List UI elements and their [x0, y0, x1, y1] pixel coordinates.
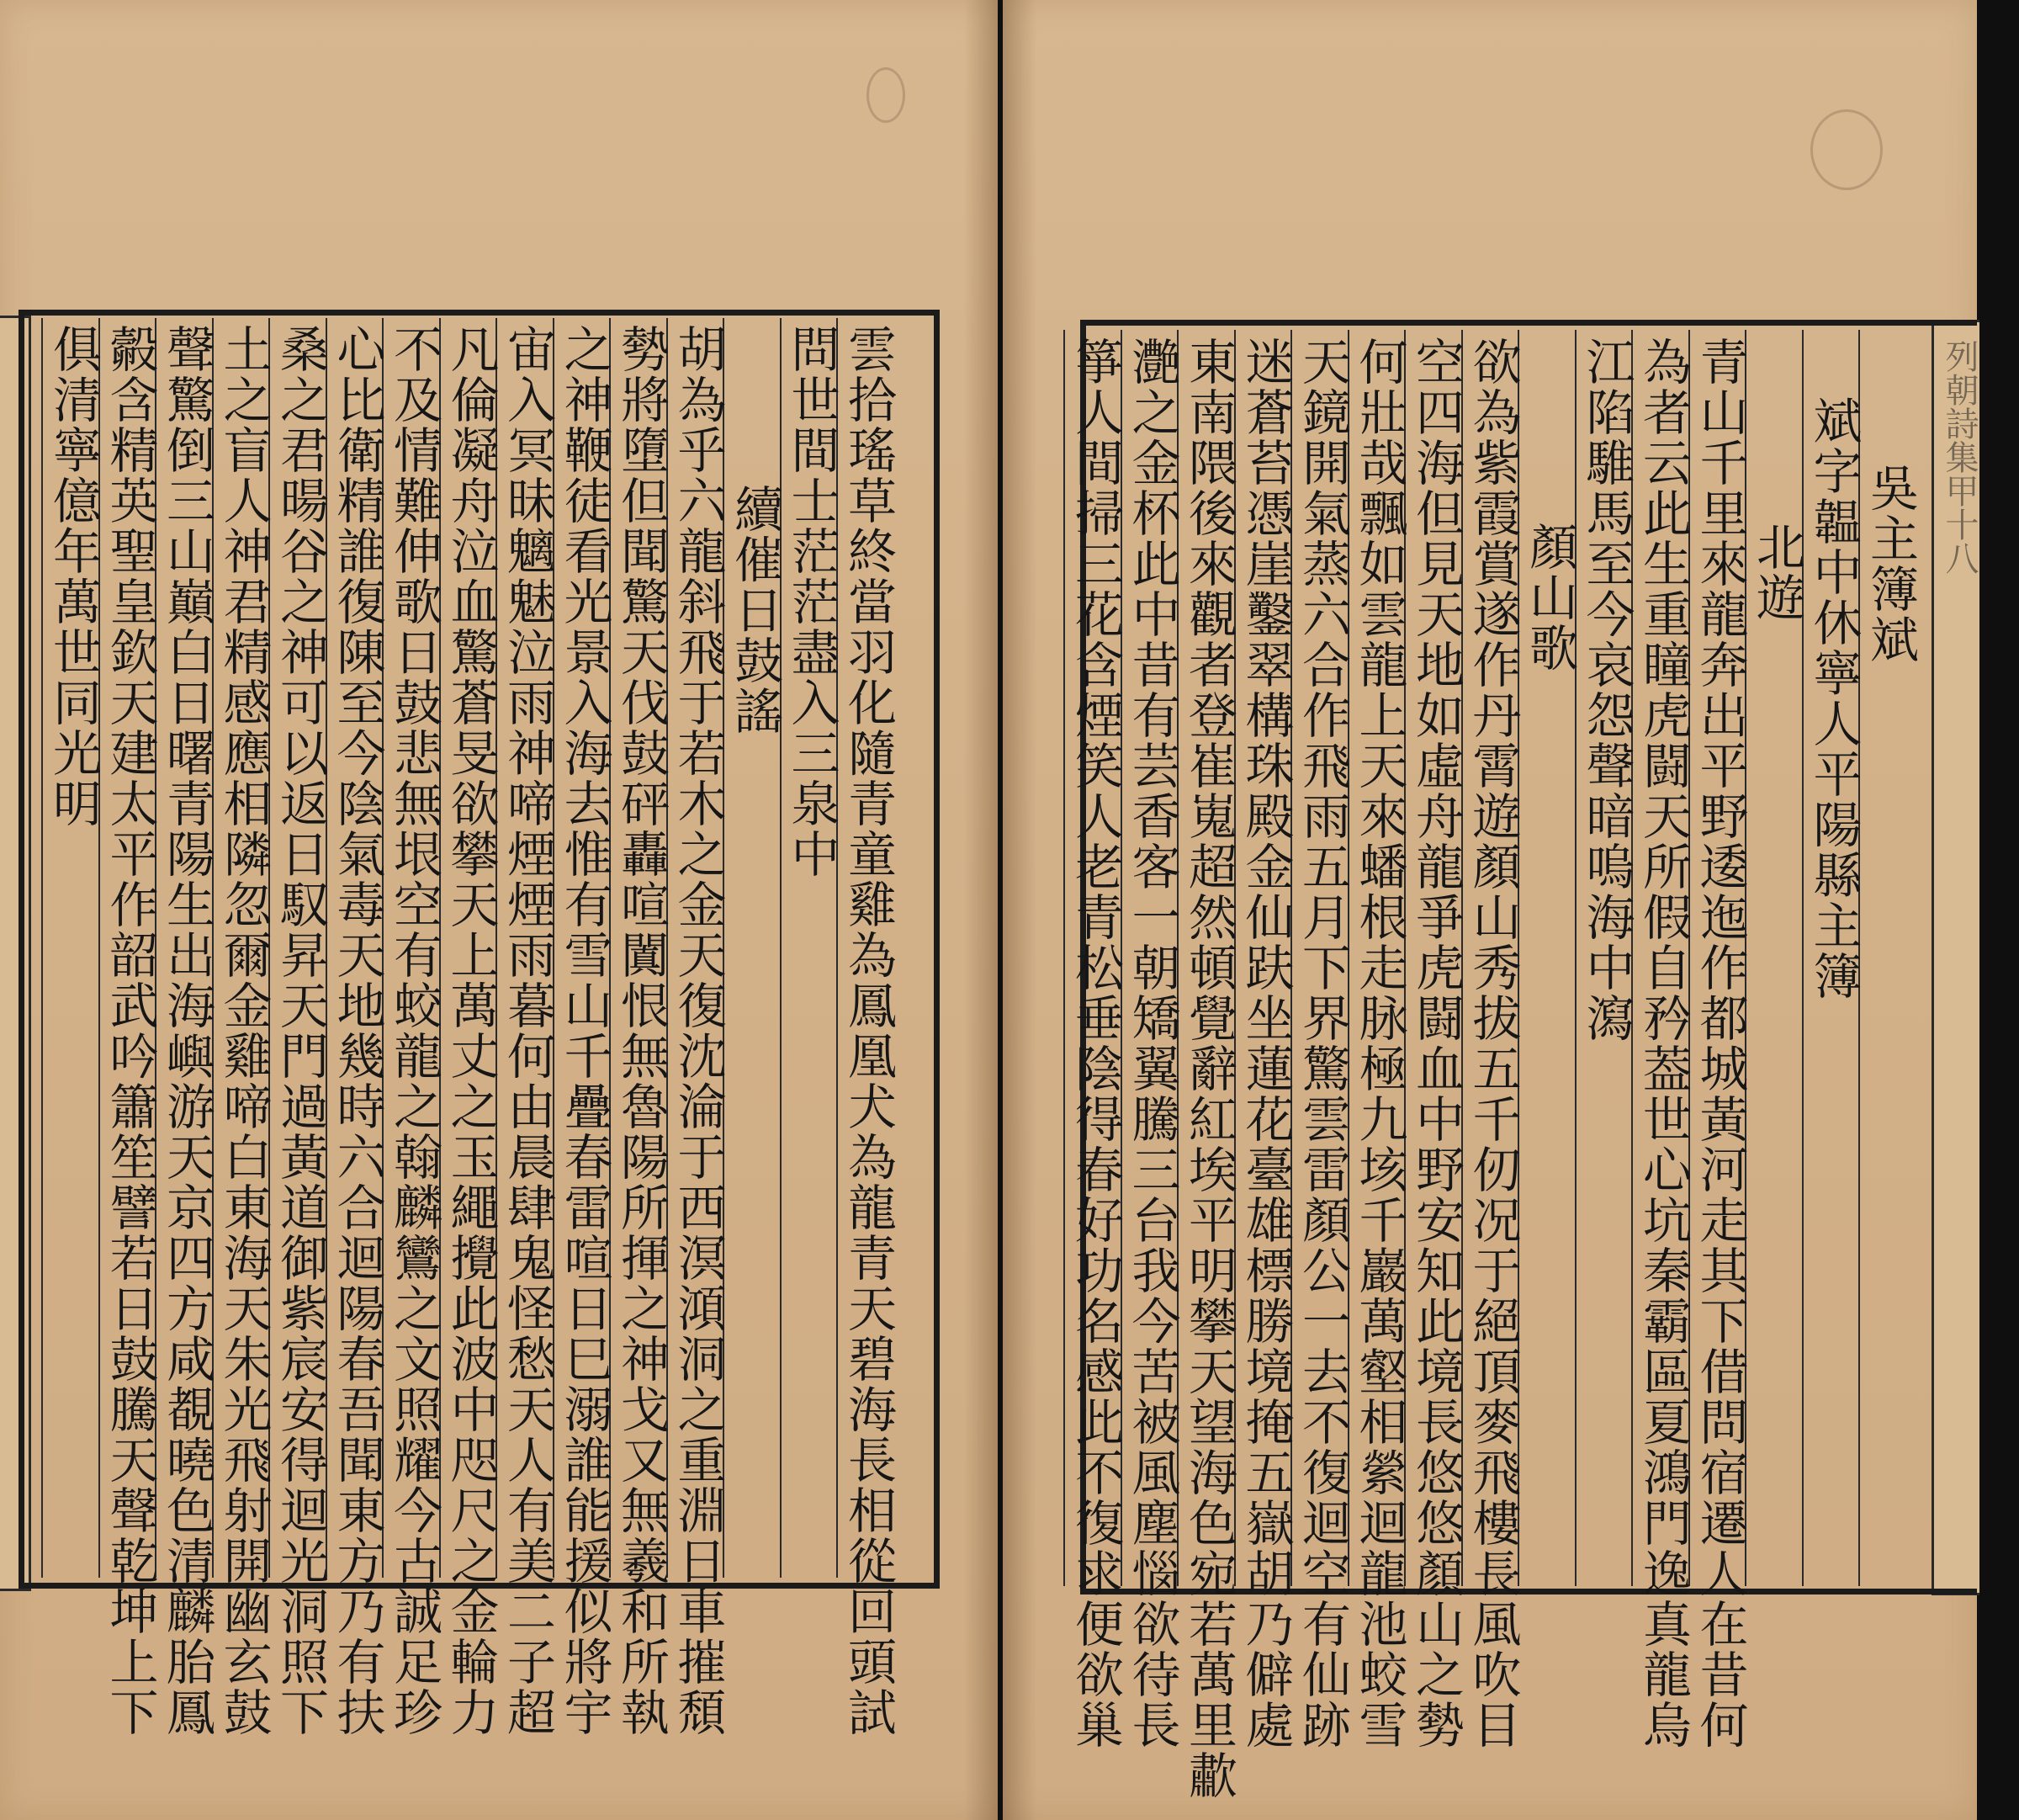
- text-column: 灔之金杯此中昔有芸香客一朝矯翼騰三台我今苦被風塵惱欲待長: [1123, 337, 1181, 1750]
- text-column: 青山千里來龍奔出平野逶迤作都城黃河走其下借問宿遷人在昔何: [1691, 337, 1749, 1750]
- text-column: 勢將墮但聞驚天伐鼓砰轟喧闐恨無魯陽所揮之神戈又無羲和所執: [612, 324, 670, 1738]
- column-rule: [1575, 330, 1577, 1586]
- text-column: 聲驚倒三山巔白日曙青陽生出海嶼游天京四方咸覩曉色清麟胎鳳: [158, 324, 215, 1738]
- text-column: 為者云此生重瞳虎闘天所假自矜葢世心坑秦霸區夏鴻門逸真龍烏: [1635, 337, 1692, 1750]
- text-column: 吳主簿斌: [1862, 463, 1919, 665]
- pencil-mark: [866, 67, 905, 123]
- text-column: 何壯哉飄如雲龍上天來蟠根走脉極九垓千巖萬壑相縈迴龍池蛟雪: [1350, 337, 1408, 1750]
- text-column: 宙入冥昧魑魅泣雨神啼煙煙雨暮何由晨肆鬼怪愁天人有美二子超: [499, 324, 556, 1738]
- text-column: 俱清寧億年萬世同光明: [45, 324, 102, 829]
- text-column: 江陷騅馬至今哀怨聲暗嗚海中瀉: [1577, 337, 1635, 1043]
- text-column: 土之盲人神君精感應相隣忽爾金雞啼白東海天朱光飛射開幽玄鼓: [215, 324, 273, 1738]
- gutter-shadow: [1003, 0, 1036, 1820]
- text-column: 凡倫凝舟泣血驚蒼旻欲攀天上萬丈之玉繩攪此波中咫尺之金輪力: [442, 324, 500, 1738]
- text-column: 顏山歌: [1521, 522, 1578, 673]
- text-column: 心比衛精誰復陳至今陰氣毒天地幾時六合迴陽春吾聞東方乃有扶: [328, 324, 386, 1738]
- text-column: 胡為乎六龍斜飛于若木之金天復沈淪于西溟澒洞之重淵日車摧頹: [669, 324, 727, 1738]
- text-column: 天鏡開氣蒸六合作飛雨五月下界驚雲雷顏公一去不復迴空有仙跡: [1294, 337, 1351, 1750]
- text-column: 不及情難伸歌日鼓悲無垠空有蛟龍之翰麟鸞之文照耀今古誠足珍: [385, 324, 442, 1738]
- text-column: 斌字韞中休寧人平陽縣主簿: [1804, 395, 1863, 1001]
- text-column: 箏人間掃三花含煙笑人老青松垂陰得春好功名感此不復求便欲巢: [1067, 337, 1124, 1750]
- column-rule: [41, 318, 43, 1578]
- text-column: 欲為紫霞賞遂作丹霄遊顏山秀拔五千仞况于絕頂麥飛樓長風吹目: [1464, 337, 1522, 1750]
- text-column: 雲拾瑤草終當羽化隨青童雞為鳳凰犬為龍青天碧海長相從回頭試: [840, 324, 897, 1738]
- column-rule: [1063, 330, 1065, 1586]
- text-column: 東南隈後來觀者登崔嵬超然頓覺辭紅埃平明攀天望海色宛若萬里歗: [1180, 337, 1237, 1801]
- text-column: 迷蒼苔憑崖鑿翠構珠殿金仙趺坐蓮花臺雄標勝境掩五嶽胡乃僻處: [1237, 337, 1295, 1750]
- text-column: 之神鞭徒看光景入海去惟有雪山千疊春雷喧日巳溺誰能援似將宇: [555, 324, 613, 1738]
- text-column: 空四海但見天地如虛舟龍爭虎闘血中野安知此境長悠悠顏山之勢: [1407, 337, 1465, 1750]
- gutter-shadow: [964, 0, 998, 1820]
- fold-title: 列朝詩集甲十八: [1940, 339, 1979, 575]
- text-column: 問世間士茫茫盡入三泉中: [782, 324, 840, 879]
- text-column: 續催日鼓謠: [726, 484, 783, 736]
- text-column: 桑之君暘谷之神可以返日馭昇天門過黃道御紫宸安得迴光洞照下: [272, 324, 329, 1738]
- column-rule: [1802, 330, 1804, 1586]
- text-column: 㲉含精英聖皇欽天建太平作韶武吟簫笙譬若日鼓騰天聲乾坤上下: [101, 324, 159, 1738]
- pencil-mark: [1810, 109, 1883, 190]
- text-column: 北遊: [1748, 522, 1805, 623]
